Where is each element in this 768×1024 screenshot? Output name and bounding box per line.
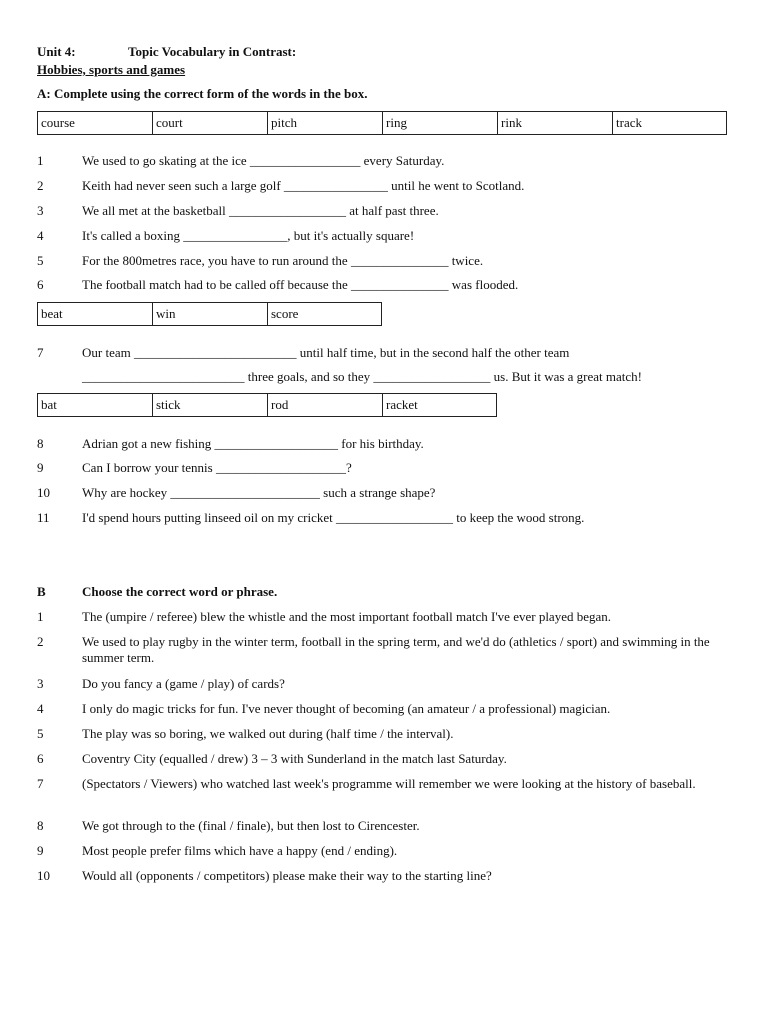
- exercise-sentence: We used to go skating at the ice _________________ every Saturday.: [82, 153, 445, 168]
- exercise-sentence: I only do magic tricks for fun. I've never thought of becoming (an amateur / a professional) magician.: [82, 701, 611, 716]
- exercise-sentence: Our team _________________________ until half time, but in the second half the other team: [82, 345, 570, 360]
- word-box-item: stick: [152, 394, 267, 416]
- exercise-sentence: We got through to the (final / finale), but then lost to Cirencester.: [82, 818, 420, 833]
- exercise-sentence: Can I borrow your tennis ____________________?: [82, 460, 352, 475]
- word-box-2: [37, 302, 382, 326]
- word-box-item: rink: [497, 112, 612, 134]
- topic-title: Topic Vocabulary in Contrast:: [128, 44, 297, 59]
- item-number: 2: [37, 178, 44, 193]
- word-box-item: ring: [382, 112, 497, 134]
- word-box-item: court: [152, 112, 267, 134]
- item-number: 6: [37, 751, 44, 766]
- item-number: 9: [37, 460, 44, 475]
- exercise-sentence: Most people prefer films which have a happy (end / ending).: [82, 843, 398, 858]
- exercise-sentence: Adrian got a new fishing ___________________ for his birthday.: [82, 436, 424, 451]
- exercise-sentence: (Spectators / Viewers) who watched last week's programme will remember we were looking at the history of baseball.: [82, 776, 696, 791]
- item-number: 7: [37, 345, 44, 360]
- exercise-sentence: The play was so boring, we walked out during (half time / the interval).: [82, 726, 454, 741]
- section-b-label: B: [37, 584, 46, 599]
- item-number: 3: [37, 203, 44, 218]
- item-number: 1: [37, 609, 44, 624]
- exercise-sentence: Keith had never seen such a large golf ________________ until he went to Scotland.: [82, 178, 525, 193]
- word-box-1: [37, 111, 727, 135]
- item-number: 11: [37, 510, 50, 525]
- item-number: 10: [37, 868, 50, 883]
- item-number: 8: [37, 436, 44, 451]
- exercise-sentence: The football match had to be called off because the _______________ was flooded.: [82, 277, 519, 292]
- exercise-sentence: The (umpire / referee) blew the whistle and the most important football match I've ever played began.: [82, 609, 612, 624]
- word-box-item: track: [612, 112, 727, 134]
- exercise-sentence-continued: _________________________ three goals, and so they __________________ us. But it was a great match!: [82, 369, 643, 384]
- word-box-item: pitch: [267, 112, 382, 134]
- word-box-item: bat: [37, 394, 152, 416]
- exercise-sentence: I'd spend hours putting linseed oil on my cricket __________________ to keep the wood strong.: [82, 510, 585, 525]
- item-number: 6: [37, 277, 44, 292]
- section-a-instruction: A: Complete using the correct form of the words in the box.: [37, 86, 368, 101]
- item-number: 4: [37, 701, 44, 716]
- word-box-item: win: [152, 303, 267, 325]
- word-box-item: score: [267, 303, 382, 325]
- exercise-sentence: Would all (opponents / competitors) please make their way to the starting line?: [82, 868, 492, 883]
- item-number: 10: [37, 485, 50, 500]
- item-number: 5: [37, 253, 44, 268]
- item-number: 9: [37, 843, 44, 858]
- word-box-item: racket: [382, 394, 497, 416]
- exercise-sentence: For the 800metres race, you have to run around the _______________ twice.: [82, 253, 484, 268]
- word-box-3: [37, 393, 497, 417]
- item-number: 5: [37, 726, 44, 741]
- page-subtitle: Hobbies, sports and games: [37, 62, 186, 77]
- exercise-sentence: We used to play rugby in the winter term, football in the spring term, and we'd do (athletics / sport) and swimming in the summer term.: [82, 634, 710, 665]
- item-number: 8: [37, 818, 44, 833]
- item-number: 7: [37, 776, 44, 791]
- word-box-item: course: [37, 112, 152, 134]
- exercise-sentence: Do you fancy a (game / play) of cards?: [82, 676, 285, 691]
- item-number: 1: [37, 153, 44, 168]
- item-number: 4: [37, 228, 44, 243]
- item-number: 3: [37, 676, 44, 691]
- word-box-item: rod: [267, 394, 382, 416]
- unit-label: Unit 4:: [37, 44, 76, 59]
- word-box-item: beat: [37, 303, 152, 325]
- section-b-instruction: Choose the correct word or phrase.: [82, 584, 278, 599]
- exercise-sentence: We all met at the basketball __________________ at half past three.: [82, 203, 439, 218]
- exercise-sentence: It's called a boxing ________________, but it's actually square!: [82, 228, 415, 243]
- exercise-sentence: Why are hockey _______________________ such a strange shape?: [82, 485, 436, 500]
- item-number: 2: [37, 634, 44, 649]
- exercise-sentence: Coventry City (equalled / drew) 3 – 3 with Sunderland in the match last Saturday.: [82, 751, 507, 766]
